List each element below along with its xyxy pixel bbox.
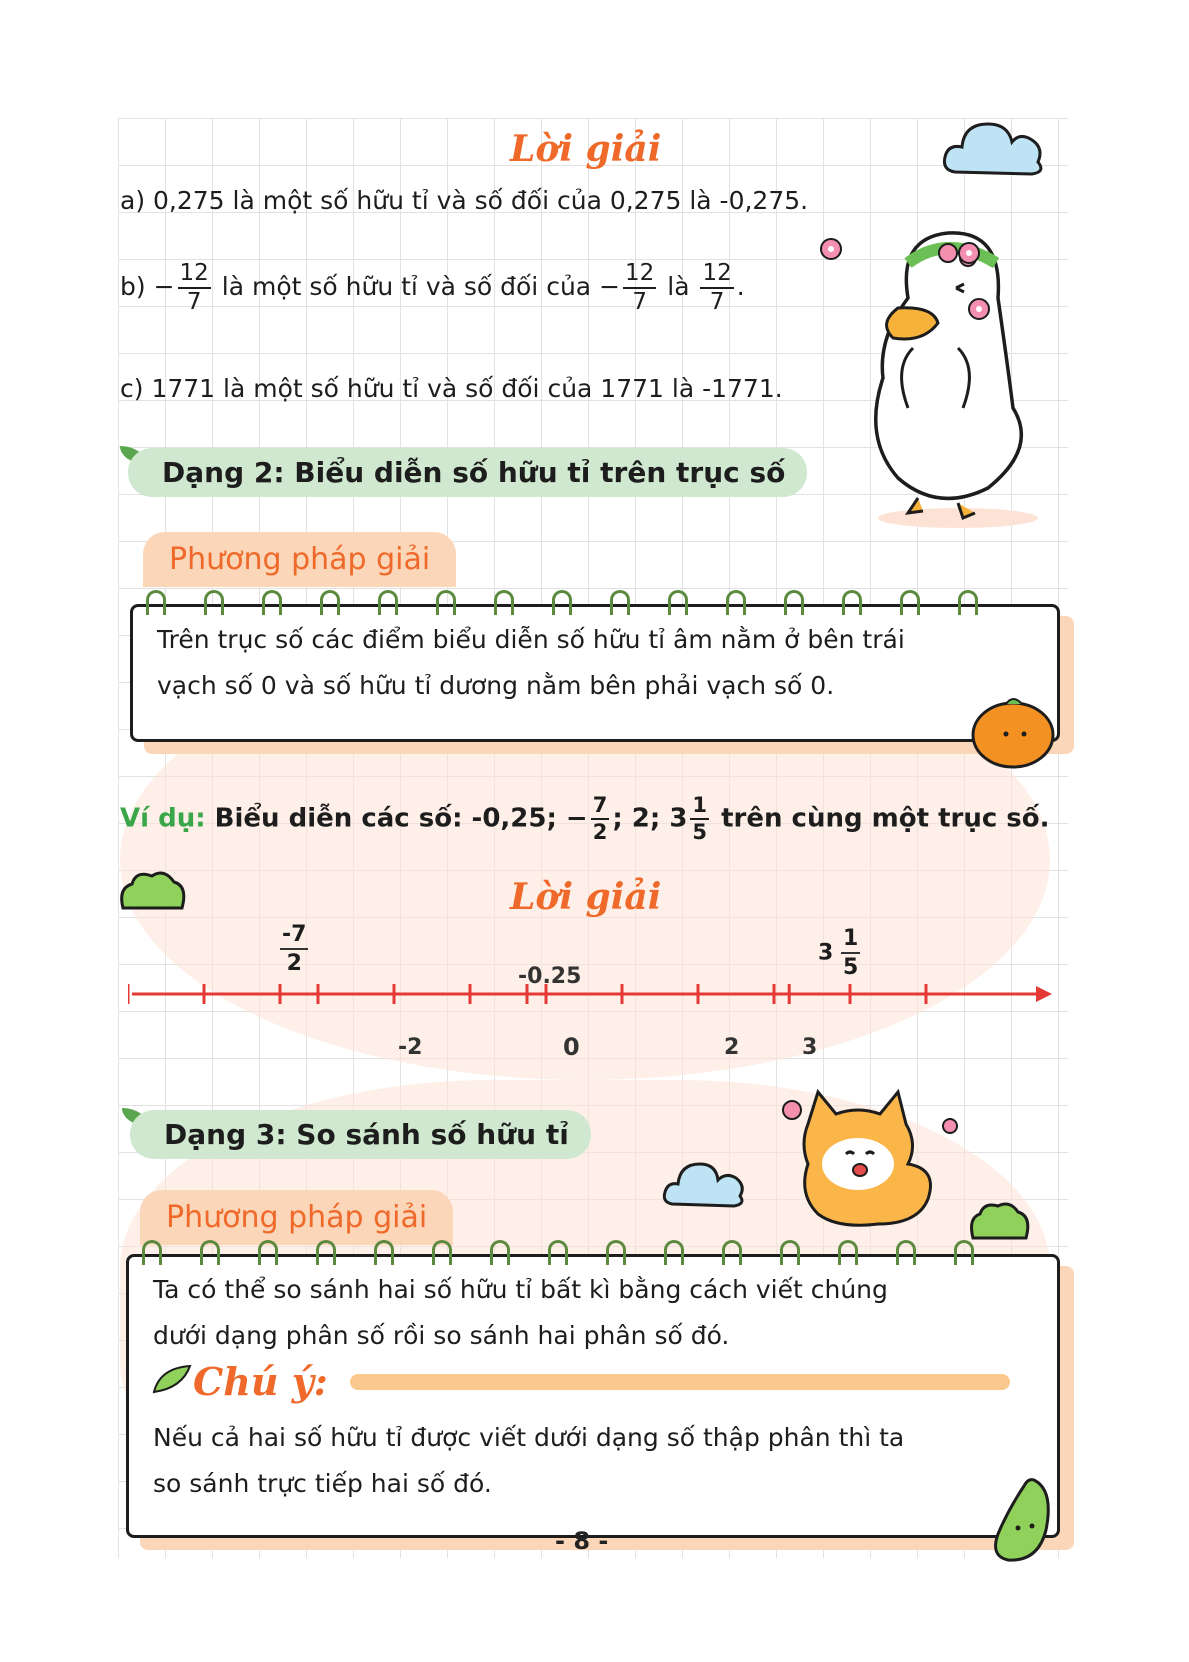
note-text-line: so sánh trực tiếp hai số đó. [153,1469,492,1498]
solution-heading: Lời giải [510,876,662,918]
cloud-icon [940,112,1050,182]
example-text-2: ; 2; 3 [612,803,688,834]
spiral-ring [780,1240,800,1265]
solution-line-b: b) − $\frac{12}{7}$ là một số hữu tỉ và số đối của − $\frac{12}{7}$ là $\frac{12}{7}$ . [120,260,745,315]
flower-icon [940,1116,960,1136]
spiral-ring [784,590,804,615]
fox-dog-icon [778,1084,958,1234]
label-neg-7-over-2: -7 2 [282,922,307,976]
spiral-ring [494,590,514,615]
label-neg-025: -0.25 [518,964,582,989]
spiral-ring [200,1240,220,1265]
spiral-ring [378,590,398,615]
minus-sign: − [153,272,175,301]
method-text-line: vạch số 0 và số hữu tỉ dương nằm bên phải vạch số 0. [157,671,835,700]
section-banner-dang-3: Dạng 3: So sánh số hữu tỉ [130,1110,591,1159]
fraction-1-5: $\frac{1}{5}$ [692,793,708,844]
spiral-ring [490,1240,510,1265]
method-tab: Phương pháp giải [143,532,456,587]
method-box [126,1254,1060,1538]
example-line [120,795,1050,843]
label-zero: 0 [563,1033,580,1061]
spiral-ring [726,590,746,615]
fraction-12-7: $\frac{12}{7}$ [625,260,655,315]
spiral-ring [548,1240,568,1265]
spiral-ring [838,1240,858,1265]
example-text-1: Biểu diễn các số: -0,25; − [214,803,588,834]
method-text-line: dưới dạng phân số rồi so sánh hai phân số đó. [153,1321,730,1350]
solution-line-a: a) 0,275 là một số hữu tỉ và số đối của 0,275 là -0,275. [120,186,809,215]
label-neg-2: -2 [398,1035,423,1060]
fraction-12-7: $\frac{12}{7}$ [702,260,732,315]
spiral-ring [606,1240,626,1265]
page-number: - 8 - [555,1527,609,1555]
example-label: Ví dụ: [120,803,206,834]
spiral-ring [954,1240,974,1265]
label-two: 2 [724,1035,740,1060]
spiral-ring [842,590,862,615]
flower-icon [780,1098,804,1122]
minus-sign: − [599,272,621,301]
spiral-ring [610,590,630,615]
note-heading: Chú ý: [193,1359,328,1404]
spiral-ring [146,590,166,615]
line-b-text-2: là [667,272,690,301]
line-b-text-1: là một số hữu tỉ và số đối của [221,272,592,301]
spiral-ring [142,1240,162,1265]
spiral-ring [320,590,340,615]
spiral-ring [722,1240,742,1265]
cloud-icon [660,1156,748,1212]
section-banner-dang-2: Dạng 2: Biểu diễn số hữu tỉ trên trục số [128,448,807,497]
method-text-line: Trên trục số các điểm biểu diễn số hữu tỉ âm nằm ở bên trái [157,625,905,654]
flower-icon [956,240,982,266]
spiral-ring [262,590,282,615]
label-three: 3 [802,1035,818,1060]
duck-icon [838,218,1058,538]
fraction-12-7: $\frac{12}{7}$ [179,260,209,315]
example-text-3: trên cùng một trục số. [721,803,1050,834]
spiral-ring [900,590,920,615]
spiral-ring [258,1240,278,1265]
flower-icon [966,296,992,322]
line-b-prefix: b) [120,272,146,301]
spiral-ring [432,1240,452,1265]
number-line-arrow [1036,986,1052,1002]
method-text-line: Ta có thể so sánh hai số hữu tỉ bất kì bằng cách viết chúng [153,1275,888,1304]
spiral-ring [436,590,456,615]
label-3-1-5: 3 $\frac{1}{5}$ [818,926,859,980]
spiral-ring [896,1240,916,1265]
orange-fruit-icon [968,690,1058,770]
method-box [130,604,1060,742]
leaf-icon [150,1362,194,1396]
spiral-ring [204,590,224,615]
spiral-ring [552,590,572,615]
spiral-ring [374,1240,394,1265]
solution-line-c: c) 1771 là một số hữu tỉ và số đối của 1771 là -1771. [120,374,783,403]
cucumber-icon [984,1470,1064,1570]
solution-heading: Lời giải [510,128,662,170]
flower-icon [818,236,844,262]
method-tab: Phương pháp giải [140,1190,453,1245]
number-line [128,926,1058,1050]
bush-icon [118,868,188,914]
spiral-ring [316,1240,336,1265]
spiral-ring [958,590,978,615]
note-text-line: Nếu cả hai số hữu tỉ được viết dưới dạng số thập phân thì ta [153,1423,905,1452]
fraction-7-2: $\frac{7}{2}$ [592,793,608,844]
spiral-ring [668,590,688,615]
note-highlight-bar [350,1374,1010,1390]
spiral-ring [664,1240,684,1265]
bush-icon [968,1200,1032,1242]
